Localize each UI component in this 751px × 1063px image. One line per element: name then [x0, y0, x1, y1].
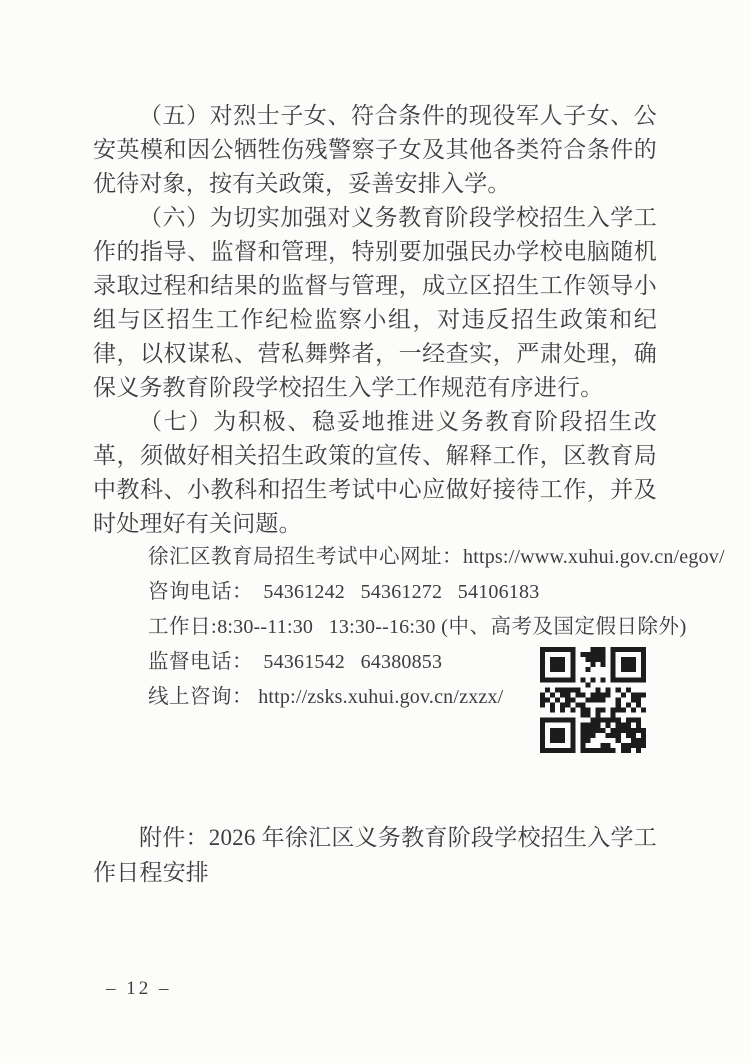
- contact-supervision-label: 监督电话：: [148, 651, 253, 673]
- qr-code-icon: [540, 647, 646, 753]
- contact-hours-note: (中、高考及国定假日除外): [435, 616, 687, 638]
- page-number: – 12 –: [106, 978, 172, 999]
- paragraph-six: （六）为切实加强对义务教育阶段学校招生入学工作的指导、监督和管理，特别要加强民办学校电脑随机录取过程和结果的监督与管理，成立区招生工作领导小组与区招生工作纪检监察小组，对违反招生政策和纪律，以权谋私、营私舞弊者，一经查实，严肃处理，确保义务教育阶段学校招生入学工作规范有序进行。: [93, 205, 657, 400]
- contact-phone-label: 咨询电话：: [148, 581, 253, 603]
- contact-online-url: http://zsks.xuhui.gov.cn/zxzx/: [253, 686, 504, 708]
- contact-supervision-numbers: 54361542 64380853: [253, 651, 443, 673]
- contact-website-line: [148, 540, 725, 575]
- contact-hours-line: [148, 610, 708, 645]
- contact-website-url: https://www.xuhui.gov.cn/egov/: [463, 546, 725, 568]
- paragraph-seven: （七）为积极、稳妥地推进义务教育阶段招生改革，须做好相关招生政策的宣传、解释工作，区教育局中教科、小教科和招生考试中心应做好接待工作，并及时处理好有关问题。: [93, 409, 657, 536]
- attachment-note: 附件：2026 年徐汇区义务教育阶段学校招生入学工作日程安排: [93, 825, 657, 885]
- contact-hours-times: 8:30--11:30 13:30--16:30: [217, 616, 436, 638]
- paragraph-five: （五）对烈士子女、符合条件的现役军人子女、公安英模和因公牺牲伤残警察子女及其他各类符合条件的优待对象，按有关政策，妥善安排入学。: [93, 103, 657, 196]
- qr-code: [540, 647, 646, 753]
- contact-phone-line: [148, 575, 708, 610]
- contact-hours-label: 工作日:: [148, 616, 218, 638]
- contact-website-label: 徐汇区教育局招生考试中心网址：: [148, 546, 463, 568]
- contact-phone-numbers: 54361242 54361272 54106183: [253, 581, 540, 603]
- contact-online-label: 线上咨询：: [148, 686, 253, 708]
- body-paragraphs: [93, 99, 657, 541]
